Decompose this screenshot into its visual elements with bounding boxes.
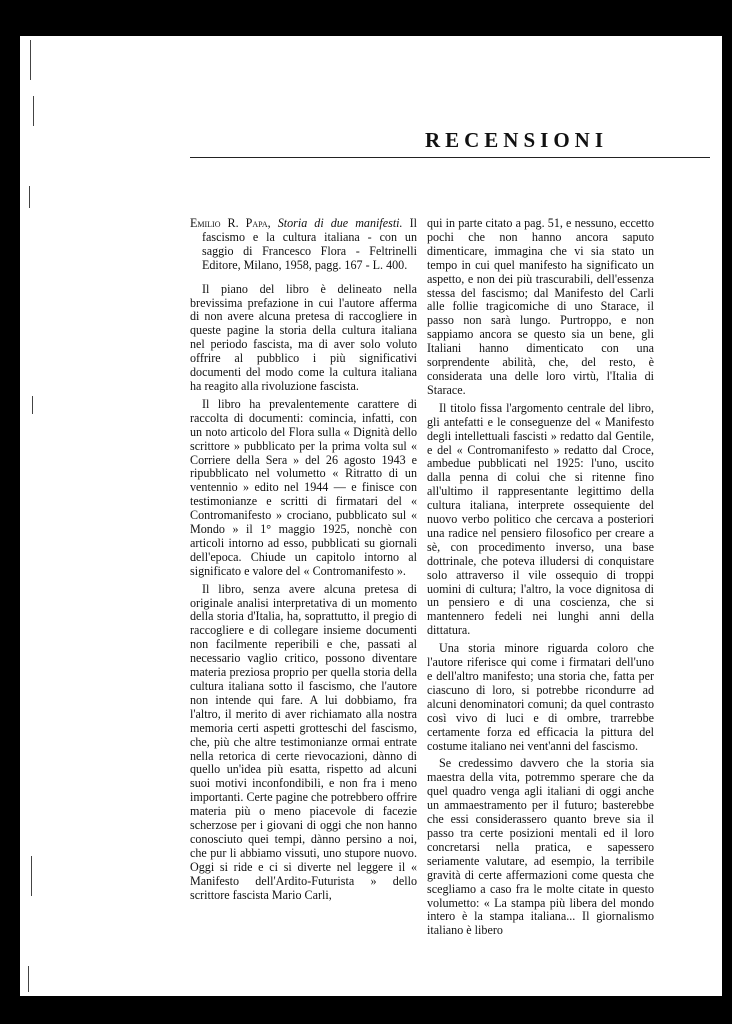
book-reference — [190, 217, 417, 273]
paragraph: Il piano del libro è delineato nella brevissima prefazione in cui l'autore afferma di non avere alcuna pretesa di raccogliere in queste pagine la storia della cultura italiana nel periodo fascista, ma di aver solo voluto offrire al pubblico i più significativi documenti del modo come la cultura italiana ha reagito alla rivoluzione fascista. — [190, 281, 417, 393]
left-column — [190, 217, 417, 907]
paragraph-continuation: qui in parte citato a pag. 51, e nessuno, eccetto pochi che non hanno ancora saputo dimenticare, immagina che vi sia stato un tempo in cui quel manifesto ha significato un aspetto, e non dei più trascurabili, dell'essenza stessa del fascismo; dal Manifesto del Carli alle follie tragicomiche di uno Starace, il passo non sarà lungo. Purtroppo, e non sappiamo ancora se questo sia un bene, gli Italiani hanno dimenticato con una sorprendente abilità, che, del resto, è considerata una delle loro virtù, l'Italia di Starace. — [427, 216, 654, 397]
paragraph: Se credessimo davvero che la storia sia maestra della vita, potremmo sperare che da quel quadro venga agli italiani di oggi anche un ammaestramento per il futuro; basterebbe che essi considerassero quanto breve sia il passo tra certe posizioni mentali ed il loro concretarsi nella pratica, e sapessero seriamente valutare, ad esempio, la terribile gravità di certe affermazioni come questa che scegliamo a caso fra le molte citate in questo volumetto: « La stampa più libera del mondo intero è la stampa italiana... Il giornalismo italiano è libero — [427, 756, 654, 938]
right-column — [427, 217, 654, 942]
scan-border-top — [0, 0, 732, 36]
scan-border-right — [722, 0, 732, 1024]
scan-border-bottom — [0, 996, 732, 1024]
page-title: RECENSIONI — [424, 128, 608, 152]
title-rule — [190, 157, 710, 158]
book-details: Il fascismo e la cultura italiana - con un saggio di Francesco Flora - Feltrinelli Editore, Milano, 1958, pagg. 167 - L. 400. — [202, 216, 417, 272]
book-title: Storia di due manifesti. — [277, 216, 403, 230]
scan-border-left — [0, 0, 20, 1024]
paragraph: Il titolo fissa l'argomento centrale del libro, gli antefatti e le conseguenze del « Manifesto degli intellettuali fascisti » redatto dal Gentile, e del « Contromanifesto » redatto dal Croce, ambedue pubblicati nel 1925: l'uno, uscito dalla penna di colui che si ritenne fino all'ultimo il rappresentante legittimo della cultura italiana, interprete ossequiente del nuovo verbo politico che cercava a posteriori una radice nel pensiero filosofico per creare a sè, con procedimento inverso, una base dottrinale, che poteva illudersi di conquistare solo attraverso il vile ossequio di troppi uomini di cultura; l'altro, la voce dignitosa di un pensiero e di una coscienza, che si mantennero fedeli nei lunghi anni della dittatura. — [427, 400, 654, 638]
paragraph: Il libro ha prevalentemente carattere di raccolta di documenti: comincia, infatti, con un noto articolo del Flora sulla « Dignità dello scrittore » pubblicato per la prima volta sul « Corriere della Sera » del 26 agosto 1943 e ripubblicato nel volumetto « Ritratto di un ventennio » edito nel 1944 — e finisce con testimonianze e scritti di firmatari del « Contromanifesto » crociano, pubblicato sul « Mondo » il 1° maggio 1925, nonchè con articoli intorno ad esso, pubblicati su giornali dell'epoca. Chiude un capitolo intorno al significato e valore del « Contromanifesto ». — [190, 396, 417, 578]
scan-edge-marks — [20, 36, 42, 996]
review-author: Emilio R. Papa, — [190, 216, 271, 230]
paragraph: Una storia minore riguarda coloro che l'autore riferisce qui come i firmatari dell'uno e dell'altro manifesto; una storia che, fatta per ciascuno di loro, si potrebbe ricondurre ad alcuni denominatori comuni; da quel contrasto così vivo di luci e di ombre, trarrebbe certamente forza ed efficacia la pittura del costume italiano nei vent'anni del fascismo. — [427, 641, 654, 753]
paragraph: Il libro, senza avere alcuna pretesa di originale analisi interpretativa di un momento della storia d'Italia, ha, soprattutto, il pregio di raccogliere e di collegare insieme documenti non facilmente reperibili e che, passati al necessario vaglio critico, possono diventare materia preziosa proprio per quella storia della cultura italiana sotto il fascismo, che l'autore non intende qui fare. A lui dobbiamo, fra l'altro, il merito di aver richiamato alla nostra memoria certi aspetti grotteschi del fascismo, che, più che altre testimonianze ormai entrate nella retorica di certe rievocazioni, dànno di quello un'idea più esatta, rispetto ad alcuni suoi motivi inconfondibili, e non fra i meno importanti. Certe pagine che potrebbero offrire materia più o meno piacevole di facezie scherzose per i giovani di oggi che non hanno conosciuto quei tempi, dànno persino a noi, che pur li abbiamo vissuti, uno stupore nuovo. Oggi si ride e ci si diverte nel leggere il « Manifesto dell'Ardito-Futurista » dello scrittore fascista Mario Carli, — [190, 581, 417, 902]
